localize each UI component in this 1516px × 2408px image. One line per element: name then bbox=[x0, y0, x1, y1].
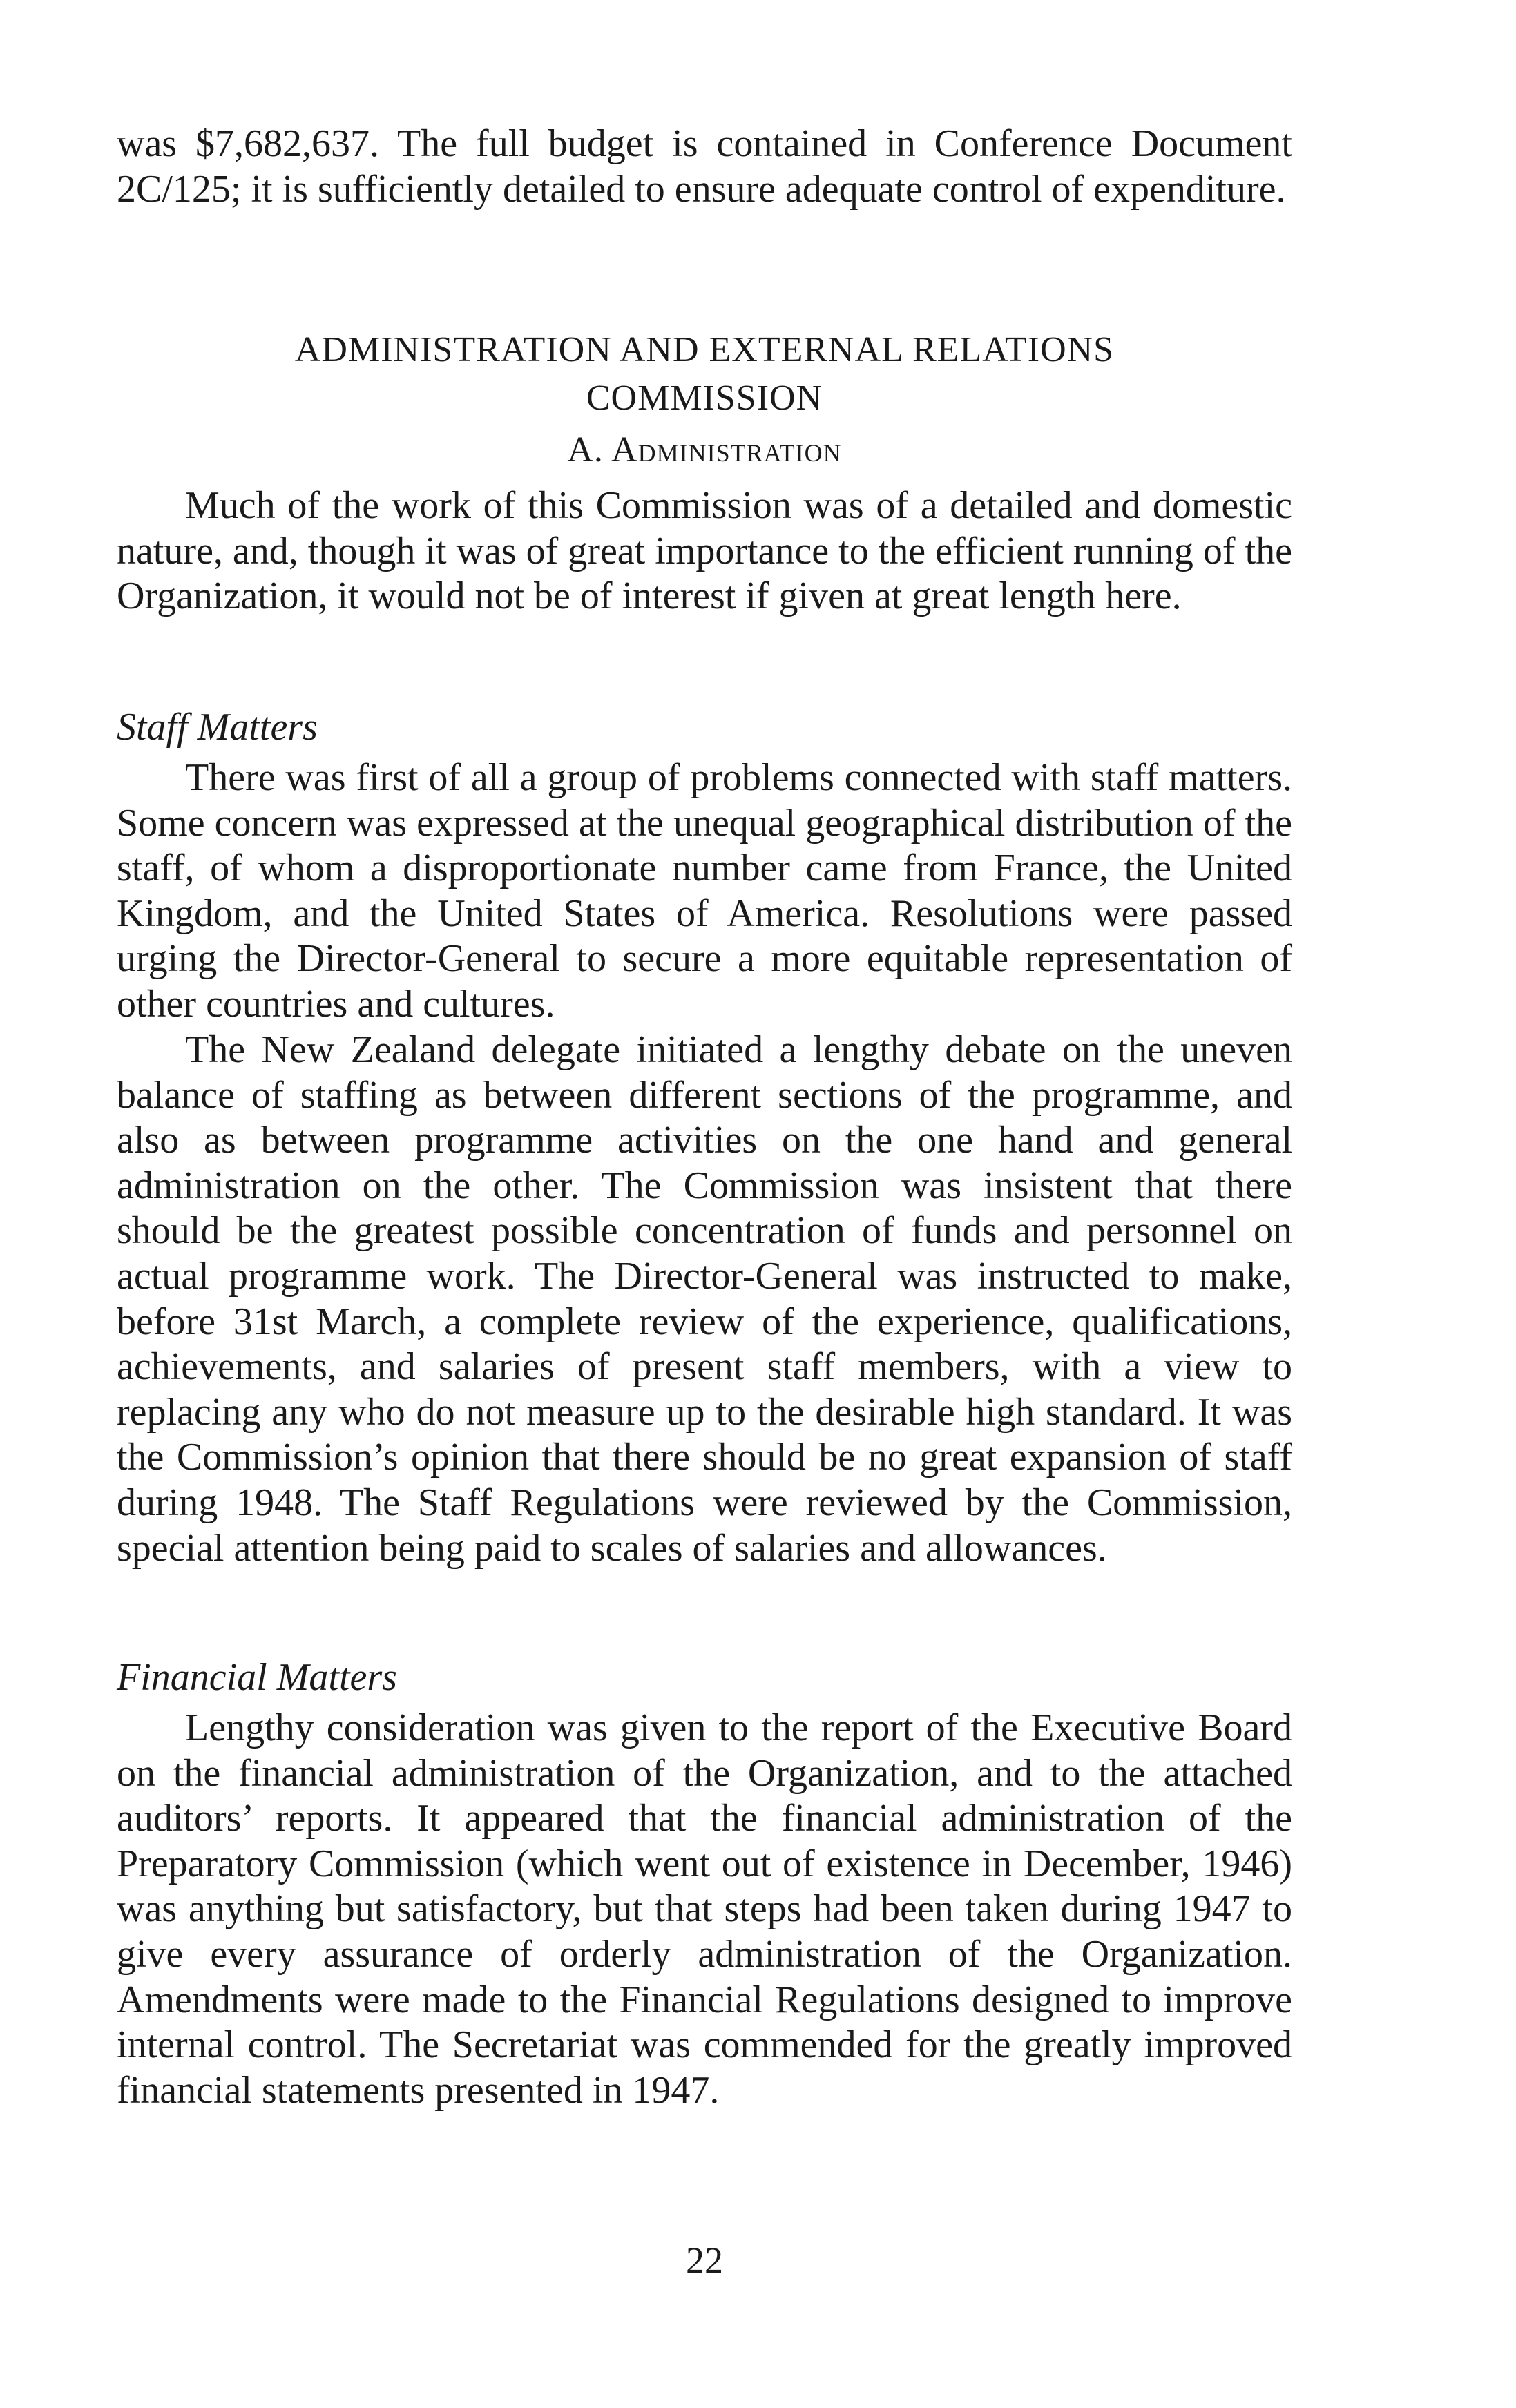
page-number: 22 bbox=[686, 2240, 723, 2281]
section-title-line1: ADMINISTRATION AND EXTERNAL RELATIONS bbox=[294, 330, 1115, 369]
subsection-title: A. Administration bbox=[567, 430, 842, 470]
opening-paragraph: was $7,682,637. The full budget is contained in Conference Document 2C/125; it is sufficiently detailed to ensure adequate control of expenditure. bbox=[117, 122, 1292, 211]
staff-paragraph-2: The New Zealand delegate initiated a lengthy debate on the uneven balance of staffing as between different sections of the programme, and also as between programme activities on the one hand and general administration on the other. The Commission was insistent that there should be the greatest possible concentration of funds and personnel on actual programme work. The Director-General was instructed to make, before 31st March, a complete review of the experience, qualifications, achievements, and salaries of present staff members, with a view to replacing any who do not measure up to the desirable high standard. It was the Commission’s opinion that there should be no great expansion of staff during 1948. The Staff Regulations were reviewed by the Commission, special attention being paid to scales of salaries and allowances. bbox=[117, 1028, 1292, 1570]
section-title-line2: COMMISSION bbox=[586, 378, 823, 418]
staff-matters-heading: Staff Matters bbox=[117, 706, 318, 749]
intro-paragraph: Much of the work of this Commission was of a detailed and domestic nature, and, though it was of great importance to the efficient running of the Organization, it would not be of interest if given at great length here. bbox=[117, 484, 1292, 618]
financial-matters-heading: Financial Matters bbox=[117, 1656, 397, 1699]
staff-paragraph-1: There was first of all a group of problems connected with staff matters. Some concern was expressed at the unequal geographical distribution of the staff, of whom a disproportionate number came from France, the United Kingdom, and the United States of America. Resolutions were passed urging the Director-General to secure a more equitable representation of other countries and cultures. bbox=[117, 756, 1292, 1025]
financial-paragraph-1: Lengthy consideration was given to the report of the Executive Board on the financial administration of the Organization, and to the attached auditors’ reports. It appeared that the financial administration of the Preparatory Commission (which went out of existence in December, 1946) was anything but satisfactory, but that steps had been taken during 1947 to give every assurance of orderly administration of the Organization. Amendments were made to the Financial Regulations designed to improve internal control. The Secretariat was commended for the greatly improved financial statements presented in 1947. bbox=[117, 1706, 1292, 2112]
